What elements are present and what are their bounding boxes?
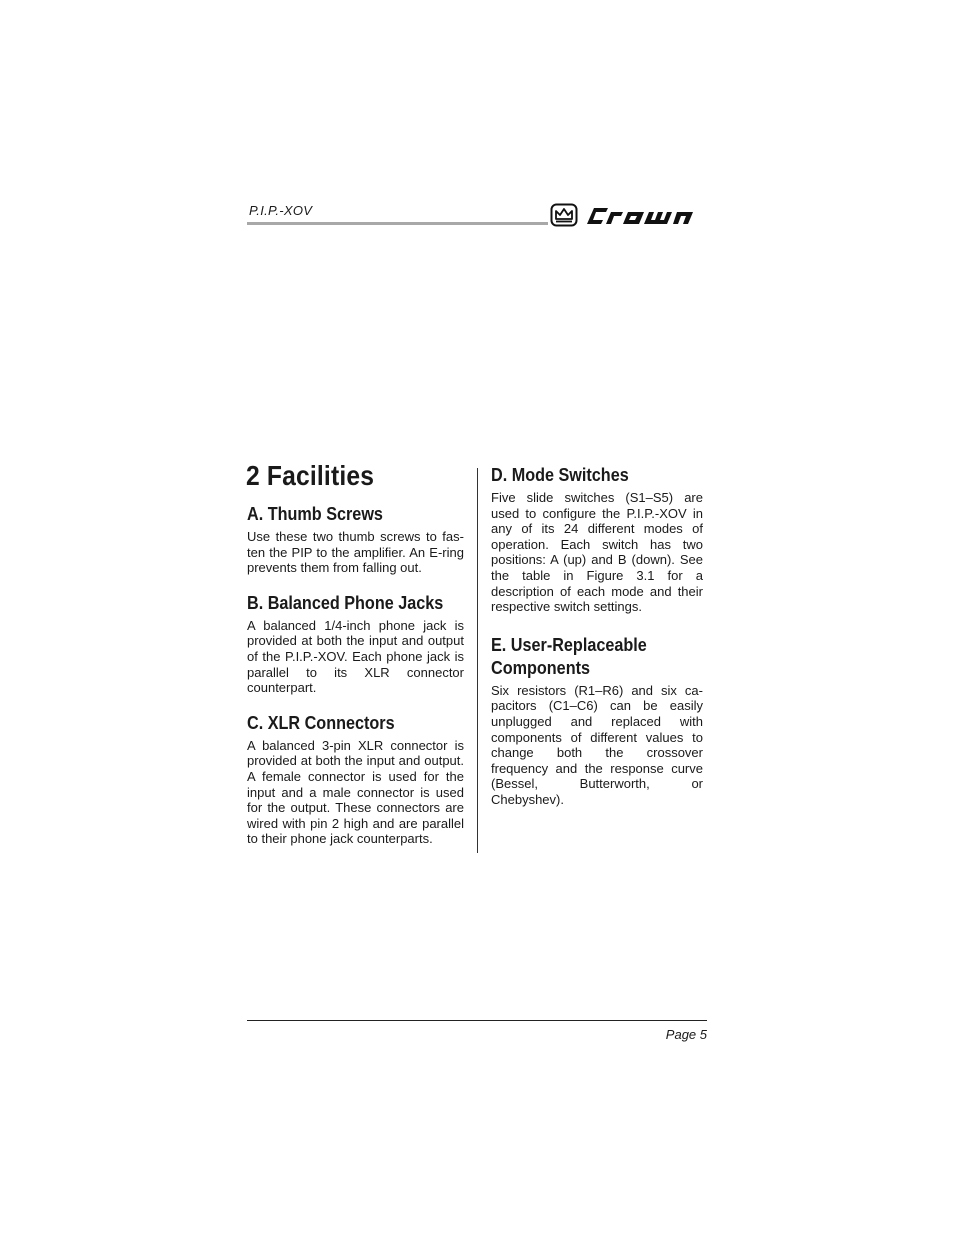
- section-body: A balanced 3-pin XLR connector is provided at both the input and output. A female connector is used for the input and a male connector is used for the output. These connectors are wired with pin 2 high and are parallel to their phone jack counterparts.: [247, 737, 464, 847]
- section-xlr-connectors: [247, 712, 464, 847]
- section-mode-switches: [491, 464, 703, 615]
- section-heading: D. Mode Switches: [491, 465, 629, 485]
- page-number: Page 5: [665, 1027, 707, 1042]
- section-heading: C. XLR Connectors: [247, 712, 395, 733]
- section-body: Five slide switches (S1–S5) are used to configure the P.I.P.-XOV in any of its 24 different modes of operation. Each switch has two positions: A (up) and B (down). See the table in Figure 3.1 for a description of each mode and their respective switch settings.: [491, 490, 703, 615]
- section-body: Six resistors (R1–R6) and six capacitors (C1–C6) can be easily unplugged and replaced with components of different values to change both the crossover frequency and the response curve (Bessel, Butterworth, or Chebyshev).: [491, 682, 703, 807]
- section-body: Use these two thumb screws to fasten the PIP to the amplifier. An E-ring prevents them from falling out.: [247, 529, 464, 576]
- section-heading: A. Thumb Screws: [247, 504, 383, 524]
- section-user-replaceable-components: [491, 634, 703, 808]
- section-thumb-screws: [247, 503, 464, 576]
- crown-logo-icon: [550, 203, 710, 227]
- section-heading-line: E. User-Replaceable: [491, 634, 647, 655]
- section-heading: [491, 634, 682, 680]
- crown-logo: [550, 203, 710, 227]
- header-rule: [247, 222, 548, 225]
- chapter-title: 2 Facilities: [246, 460, 375, 491]
- column-divider: [477, 468, 478, 853]
- footer-rule: [247, 1020, 707, 1021]
- section-heading-line: Components: [491, 657, 590, 678]
- running-header-title: P.I.P.-XOV: [249, 203, 313, 218]
- left-column: [247, 503, 464, 863]
- section-body: A balanced 1/4-inch phone jack is provided at both the input and output of the P.I.P.-XOV. Each phone jack is parallel to its XLR connector counterpart.: [247, 617, 464, 696]
- right-column: [491, 464, 703, 827]
- section-heading: B. Balanced Phone Jacks: [247, 592, 444, 613]
- section-balanced-phone-jacks: [247, 592, 464, 696]
